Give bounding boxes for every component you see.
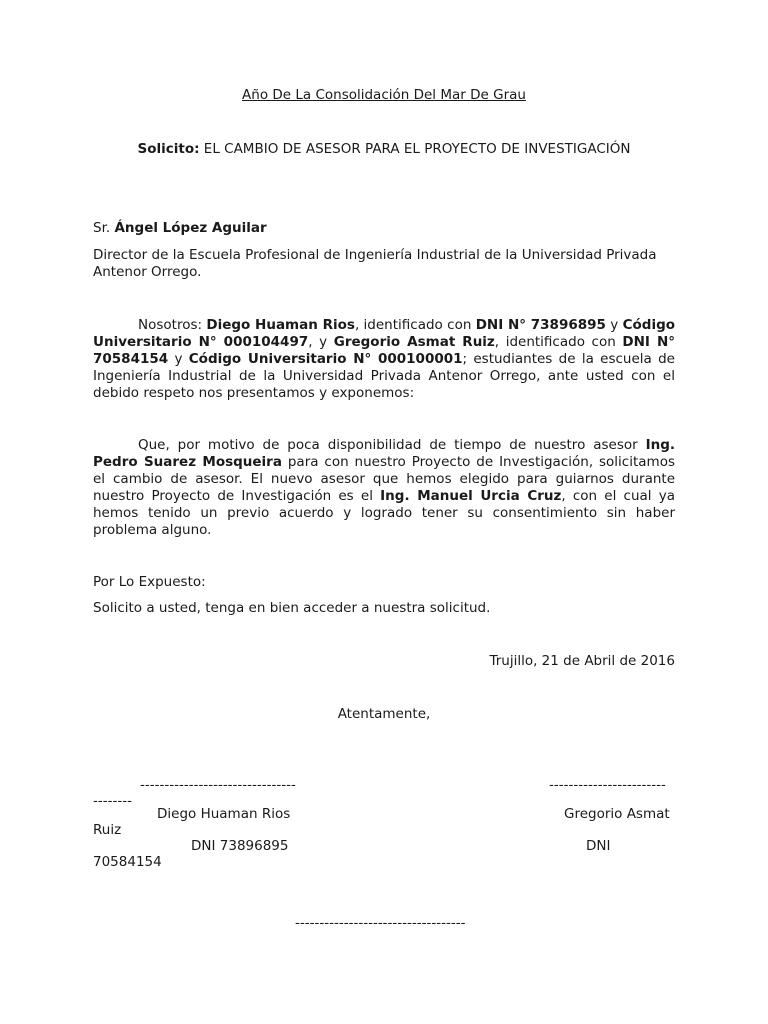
student2-code: Código Universitario N° 000100001 <box>188 351 463 367</box>
subject-label: Solicito: <box>137 141 200 157</box>
signer-name-left: Diego Huaman Rios <box>157 806 291 822</box>
closing-intro: Por Lo Expuesto: <box>93 574 206 590</box>
signature-line-left: -------------------------------- <box>140 777 296 793</box>
signature-line-right: ------------------------ <box>549 777 666 793</box>
signer-dni-right-wrap: 70584154 <box>93 854 162 870</box>
paragraph-request-reason <box>93 437 675 539</box>
signature-line-right-wrap: -------- <box>93 793 132 809</box>
p2-text: para con nuestro Proyecto de Investigación, solicitamos el cambio de asesor. El nuevo asesor que hemos elegido para guiarnos durante nuestro Proyecto de Investigación es el <box>93 454 675 504</box>
request-line: Solicito a usted, tenga en bien acceder a nuestra solicitud. <box>93 600 491 616</box>
student1-dni: DNI N° 73896895 <box>475 317 606 333</box>
student2-dni: DNI N° 70584154 <box>93 334 676 367</box>
recipient-salutation: Sr. <box>93 220 115 236</box>
subject-text: EL CAMBIO DE ASESOR PARA EL PROYECTO DE INVESTIGACIÓN <box>199 141 631 157</box>
p2-text: , con el cual ya hemos tenido un previo acuerdo y logrado tener su consentimiento sin haber problema alguno. <box>93 488 676 538</box>
p1-text: , identificado con <box>354 317 476 333</box>
student1-name: Diego Huaman Rios <box>206 317 355 333</box>
p1-text: y <box>168 351 189 367</box>
p1-text: ; estudiantes de la escuela de Ingeniería Industrial de la Universidad Privada Antenor Orrego, ante usted con el debido respeto nos presentamos y exponemos: <box>93 351 675 401</box>
recipient-name: Ángel López Aguilar <box>114 220 267 236</box>
p1-text: , y <box>308 334 334 350</box>
old-advisor-name: Ing. Pedro Suarez Mosqueira <box>93 437 675 470</box>
farewell: Atentamente, <box>337 706 431 722</box>
signer-dni-left: DNI 73896895 <box>191 838 289 854</box>
p1-text: y <box>605 317 623 333</box>
signature-line-bottom: ----------------------------------- <box>295 915 466 931</box>
new-advisor-name: Ing. Manuel Urcia Cruz <box>380 488 562 504</box>
p2-text: Que, por motivo de poca disponibilidad de tiempo de nuestro asesor <box>138 437 646 453</box>
date-line: Trujillo, 21 de Abril de 2016 <box>489 653 675 669</box>
subject-line <box>93 141 675 158</box>
p1-text: Nosotros: <box>138 317 207 333</box>
paragraph-introduction <box>93 317 675 402</box>
p1-text: , identificado con <box>494 334 623 350</box>
year-heading: Año De La Consolidación Del Mar De Grau <box>242 87 526 103</box>
signer-name-right-wrap: Ruiz <box>93 822 122 838</box>
recipient-line <box>93 220 675 237</box>
recipient-position: Director de la Escuela Profesional de Ingeniería Industrial de la Universidad Privada Antenor Orrego. <box>93 247 657 280</box>
student1-code: Código Universitario N° 000104497 <box>93 317 676 350</box>
signer-dni-right: DNI <box>586 838 611 854</box>
signer-name-right: Gregorio Asmat <box>564 806 670 822</box>
student2-name: Gregorio Asmat Ruiz <box>333 334 495 350</box>
